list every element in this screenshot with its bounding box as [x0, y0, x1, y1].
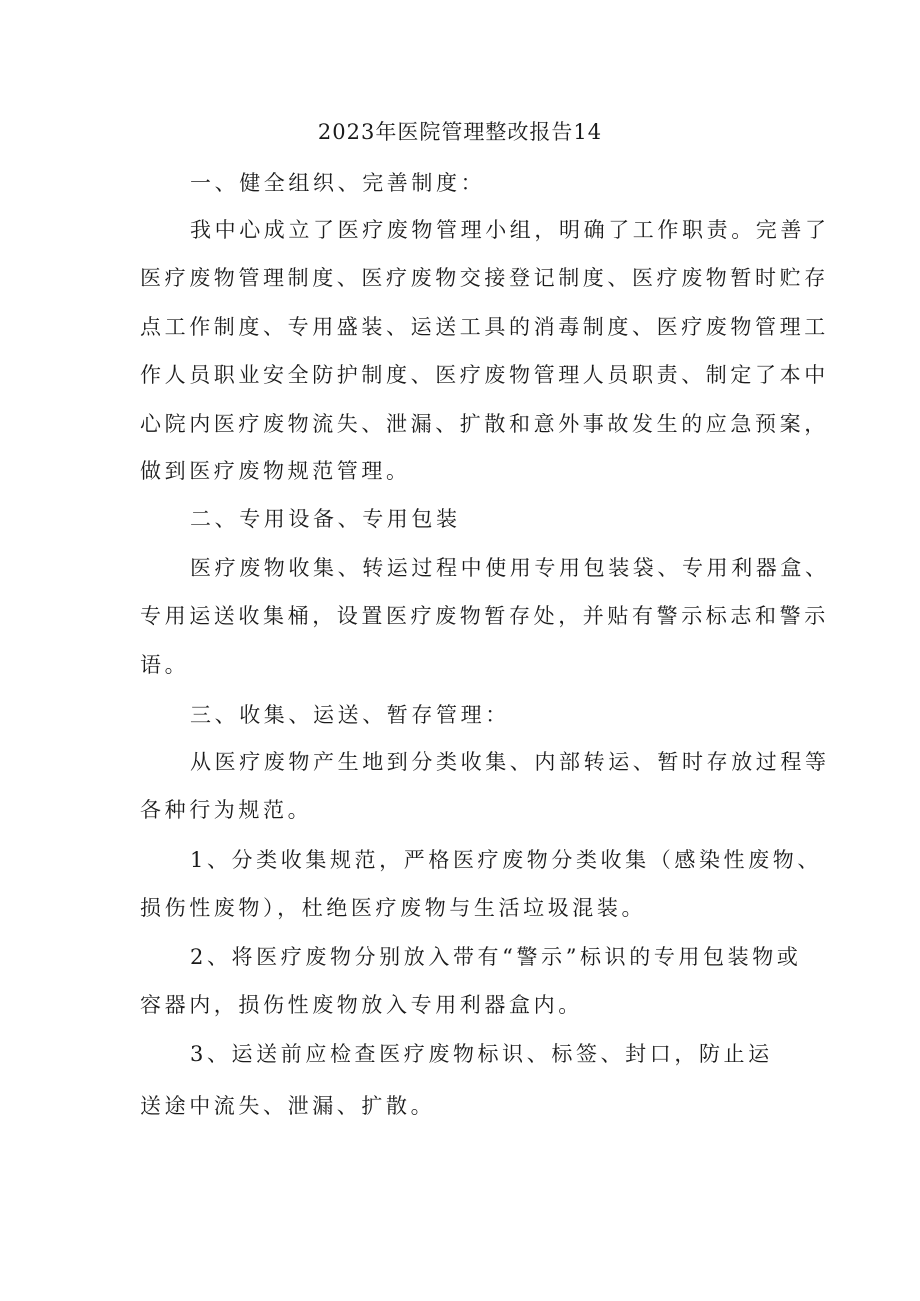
list-item-1-line: 1、分类收集规范，严格医疗废物分类收集（感染性废物、	[190, 848, 822, 872]
paragraph-line: 做到医疗废物规范管理。	[140, 459, 411, 483]
list-item-3-line: 3、运送前应检查医疗废物标识、标签、封口，防止运	[190, 1042, 773, 1066]
paragraph-line: 医疗废物收集、转运过程中使用专用包装袋、专用利器盒、	[190, 556, 830, 580]
paragraph-line: 心院内医疗废物流失、泄漏、扩散和意外事故发生的应急预案，	[140, 412, 829, 436]
paragraph-line: 从医疗废物产生地到分类收集、内部转运、暂时存放过程等	[190, 750, 830, 774]
paragraph-line: 各种行为规范。	[140, 798, 313, 822]
section-heading-2: 二、专用设备、专用包装	[190, 507, 461, 531]
document-title: 2023年医院管理整改报告14	[317, 120, 603, 144]
list-item-2-line: 容器内，损伤性废物放入专用利器盒内。	[140, 993, 583, 1017]
section-heading-1: 一、健全组织、完善制度：	[190, 171, 486, 195]
paragraph-line: 我中心成立了医疗废物管理小组，明确了工作职责。完善了	[190, 218, 830, 242]
list-item-3-line: 送途中流失、泄漏、扩散。	[140, 1094, 436, 1118]
list-item-2-line: 2、将医疗废物分别放入带有“警示”标识的专用包装物或	[190, 945, 802, 969]
paragraph-line: 医疗废物管理制度、医疗废物交接登记制度、医疗废物暂时贮存	[140, 266, 829, 290]
paragraph-line: 点工作制度、专用盛装、运送工具的消毒制度、医疗废物管理工	[140, 315, 829, 339]
paragraph-line: 专用运送收集桶，设置医疗废物暂存处，并贴有警示标志和警示	[140, 604, 829, 628]
list-item-1-line: 损伤性废物），杜绝医疗废物与生活垃圾混装。	[140, 896, 647, 920]
paragraph-line: 作人员职业安全防护制度、医疗废物管理人员职责、制定了本中	[140, 363, 829, 387]
section-heading-3: 三、收集、运送、暂存管理：	[190, 703, 510, 727]
paragraph-line: 语。	[140, 653, 190, 677]
